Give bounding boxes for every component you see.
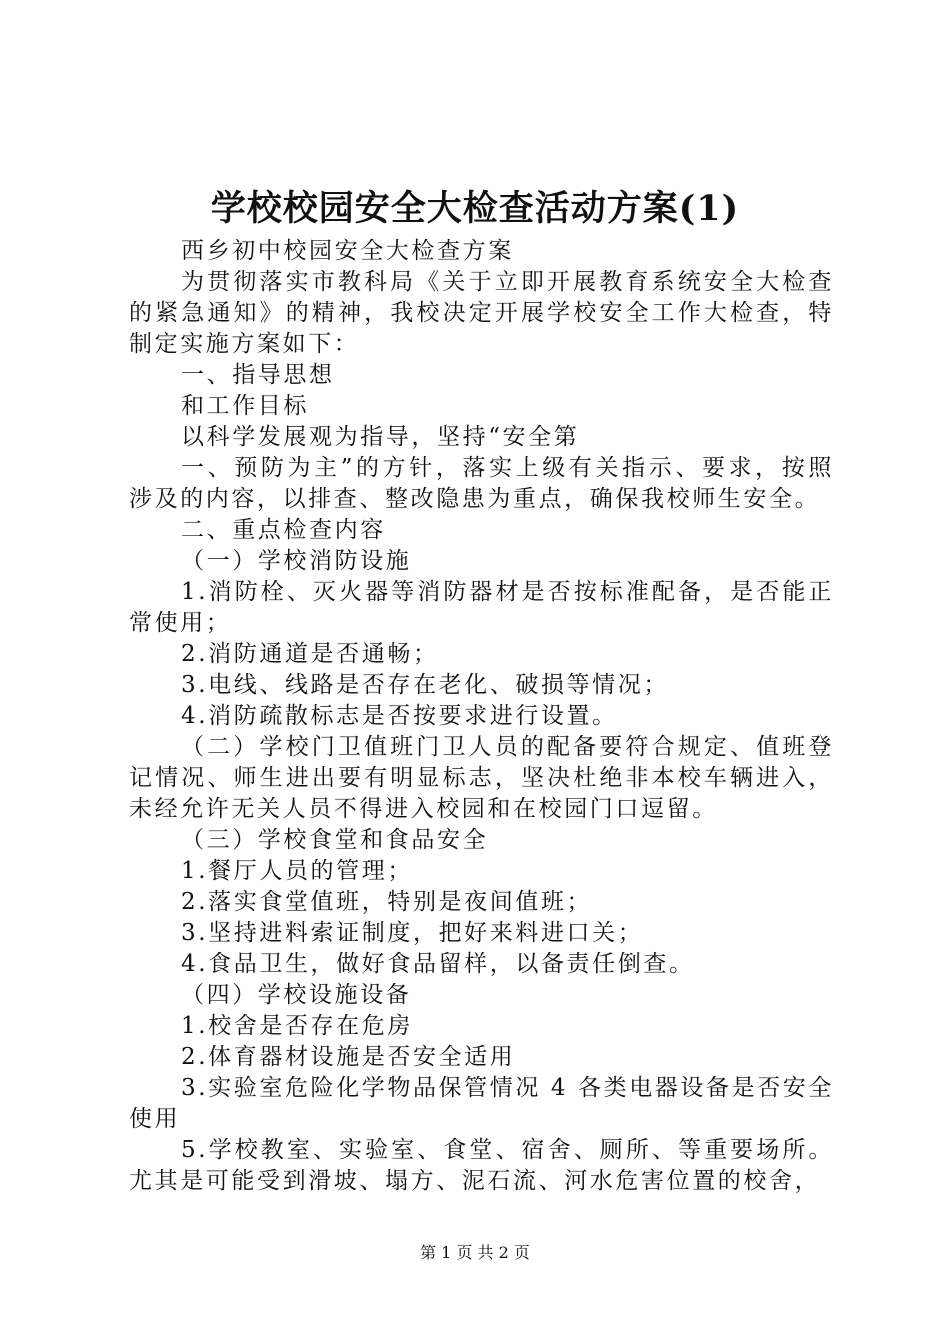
paragraph: （三）学校食堂和食品安全 bbox=[181, 827, 489, 853]
paragraph: 3.电线、线路是否存在老化、破损等情况； bbox=[181, 672, 669, 698]
paragraph: （四）学校设施设备 bbox=[181, 982, 412, 1008]
paragraph: 西乡初中校园安全大检查方案 bbox=[181, 238, 514, 264]
paragraph: 一、预防为主”的方针，落实上级有关指示、要求，按照涉及的内容，以排查、整改隐患为重点，确保我校师生安全。 bbox=[129, 455, 834, 512]
paragraph: 和工作目标 bbox=[181, 393, 309, 419]
paragraph: 以科学发展观为指导，坚持“安全第 bbox=[181, 424, 580, 450]
paragraph: 2.消防通道是否通畅； bbox=[181, 641, 439, 667]
document-title: 学校校园安全大检查活动方案(1) bbox=[210, 188, 740, 229]
paragraph: 2.体育器材设施是否安全适用 bbox=[181, 1044, 516, 1070]
paragraph: （一）学校消防设施 bbox=[181, 548, 412, 574]
paragraph: 4.食品卫生，做好食品留样，以备责任倒查。 bbox=[181, 951, 695, 977]
page-footer: 第 1 页 共 2 页 bbox=[420, 1243, 530, 1262]
paragraph: 1.校舍是否存在危房 bbox=[181, 1013, 413, 1039]
paragraph: 4.消防疏散标志是否按要求进行设置。 bbox=[181, 703, 618, 729]
paragraph: 为贯彻落实市教科局《关于立即开展教育系统安全大检查的紧急通知》的精神，我校决定开展学校安全工作大检查，特制定实施方案如下： bbox=[129, 269, 834, 357]
paragraph: 1.餐厅人员的管理； bbox=[181, 858, 413, 884]
paragraph: 2.落实食堂值班，特别是夜间值班； bbox=[181, 889, 593, 915]
paragraph: 5.学校教室、实验室、食堂、宿舍、厕所、等重要场所。尤其是可能受到滑坡、塌方、泥石流、河水危害位置的校舍， bbox=[129, 1137, 834, 1194]
paragraph: 一、指导思想 bbox=[181, 362, 335, 388]
paragraph: 二、重点检查内容 bbox=[181, 517, 386, 543]
paragraph: 3.实验室危险化学物品保管情况 4 各类电器设备是否安全使用 bbox=[129, 1075, 834, 1132]
document-body bbox=[129, 236, 834, 1197]
paragraph: 3.坚持进料索证制度，把好来料进口关； bbox=[181, 920, 644, 946]
paragraph: 1.消防栓、灭火器等消防器材是否按标准配备，是否能正常使用； bbox=[129, 579, 834, 636]
paragraph: （二）学校门卫值班门卫人员的配备要符合规定、值班登记情况、师生进出要有明显标志，坚决杜绝非本校车辆进入，未经允许无关人员不得进入校园和在校园门口逗留。 bbox=[129, 734, 834, 822]
